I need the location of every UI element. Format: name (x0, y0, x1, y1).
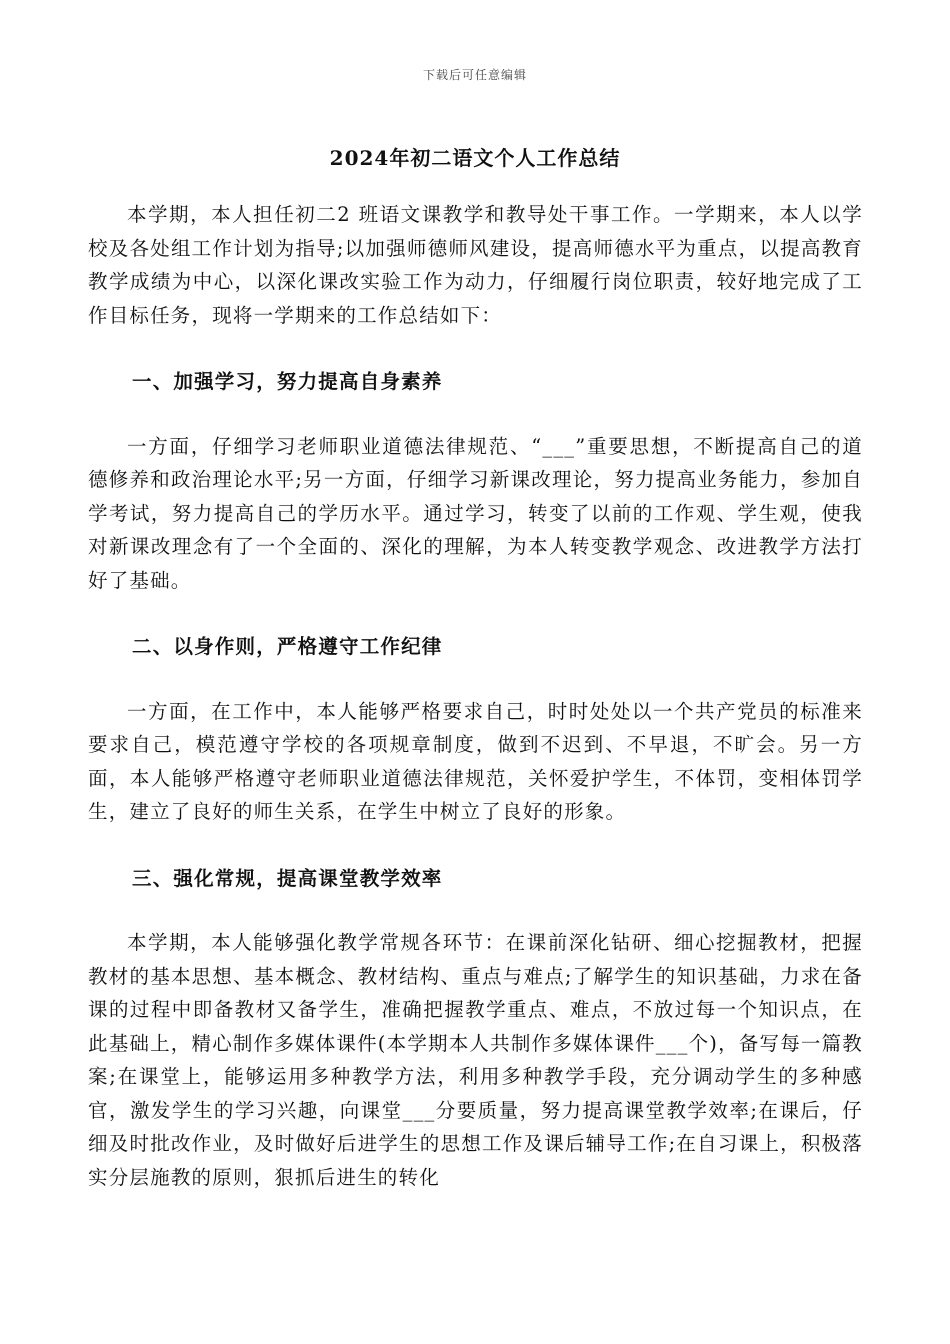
document-body (88, 198, 863, 1194)
section-heading-3: 三、强化常规，提高课堂教学效率 (132, 866, 443, 890)
document-title: 2024年初二语文个人工作总结 (329, 146, 621, 170)
header-note: 下载后可任意编辑 (422, 68, 527, 82)
section-heading-1: 一、加强学习，努力提高自身素养 (132, 370, 443, 393)
section-heading-2: 二、以身作则，严格遵守工作纪律 (132, 635, 443, 658)
intro-paragraph: 本学期，本人担任初二2 班语文课教学和教导处干事工作。一学期来，本人以学校及各处组工作计划为指导;以加强师德师风建设，提高师德水平为重点，以提高教育教学成绩为中心，以深化课改实验工作为动力，仔细履行岗位职责，较好地完成了工作目标任务，现将一学期来的工作总结如下： (88, 203, 863, 327)
section-paragraph-1: 一方面，仔细学习老师职业道德法律规范、“___”重要思想，不断提高自己的道德修养和政治理论水平;另一方面，仔细学习新课改理论，努力提高业务能力，参加自学考试，努力提高自己的学历水平。通过学习，转变了以前的工作观、学生观，使我对新课改理念有了一个全面的、深化的理解，为本人转变教学观念、改进教学方法打好了基础。 (88, 434, 863, 592)
section-paragraph-3: 本学期，本人能够强化教学常规各环节：在课前深化钻研、细心挖掘教材，把握教材的基本思想、基本概念、教材结构、重点与难点;了解学生的知识基础，力求在备课的过程中即备教材又备学生，准确把握教学重点、难点，不放过每一个知识点，在此基础上，精心制作多媒体课件(本学期本人共制作多媒体课件___个)，备写每一篇教案;在课堂上，能够运用多种教学方法，利用多种教学手段，充分调动学生的多种感官，激发学生的学习兴趣，向课堂___分要质量，努力提高课堂教学效率;在课后，仔细及时批改作业，及时做好后进学生的思想工作及课后辅导工作;在自习课上，积极落实分层施教的原则，狠抓后进生的转化 (88, 931, 863, 1189)
section-paragraph-2: 一方面，在工作中，本人能够严格要求自己，时时处处以一个共产党员的标准来要求自己，模范遵守学校的各项规章制度，做到不迟到、不早退，不旷会。另一方面，本人能够严格遵守老师职业道德法律规范，关怀爱护学生，不体罚，变相体罚学生，建立了良好的师生关系，在学生中树立了良好的形象。 (88, 699, 863, 823)
